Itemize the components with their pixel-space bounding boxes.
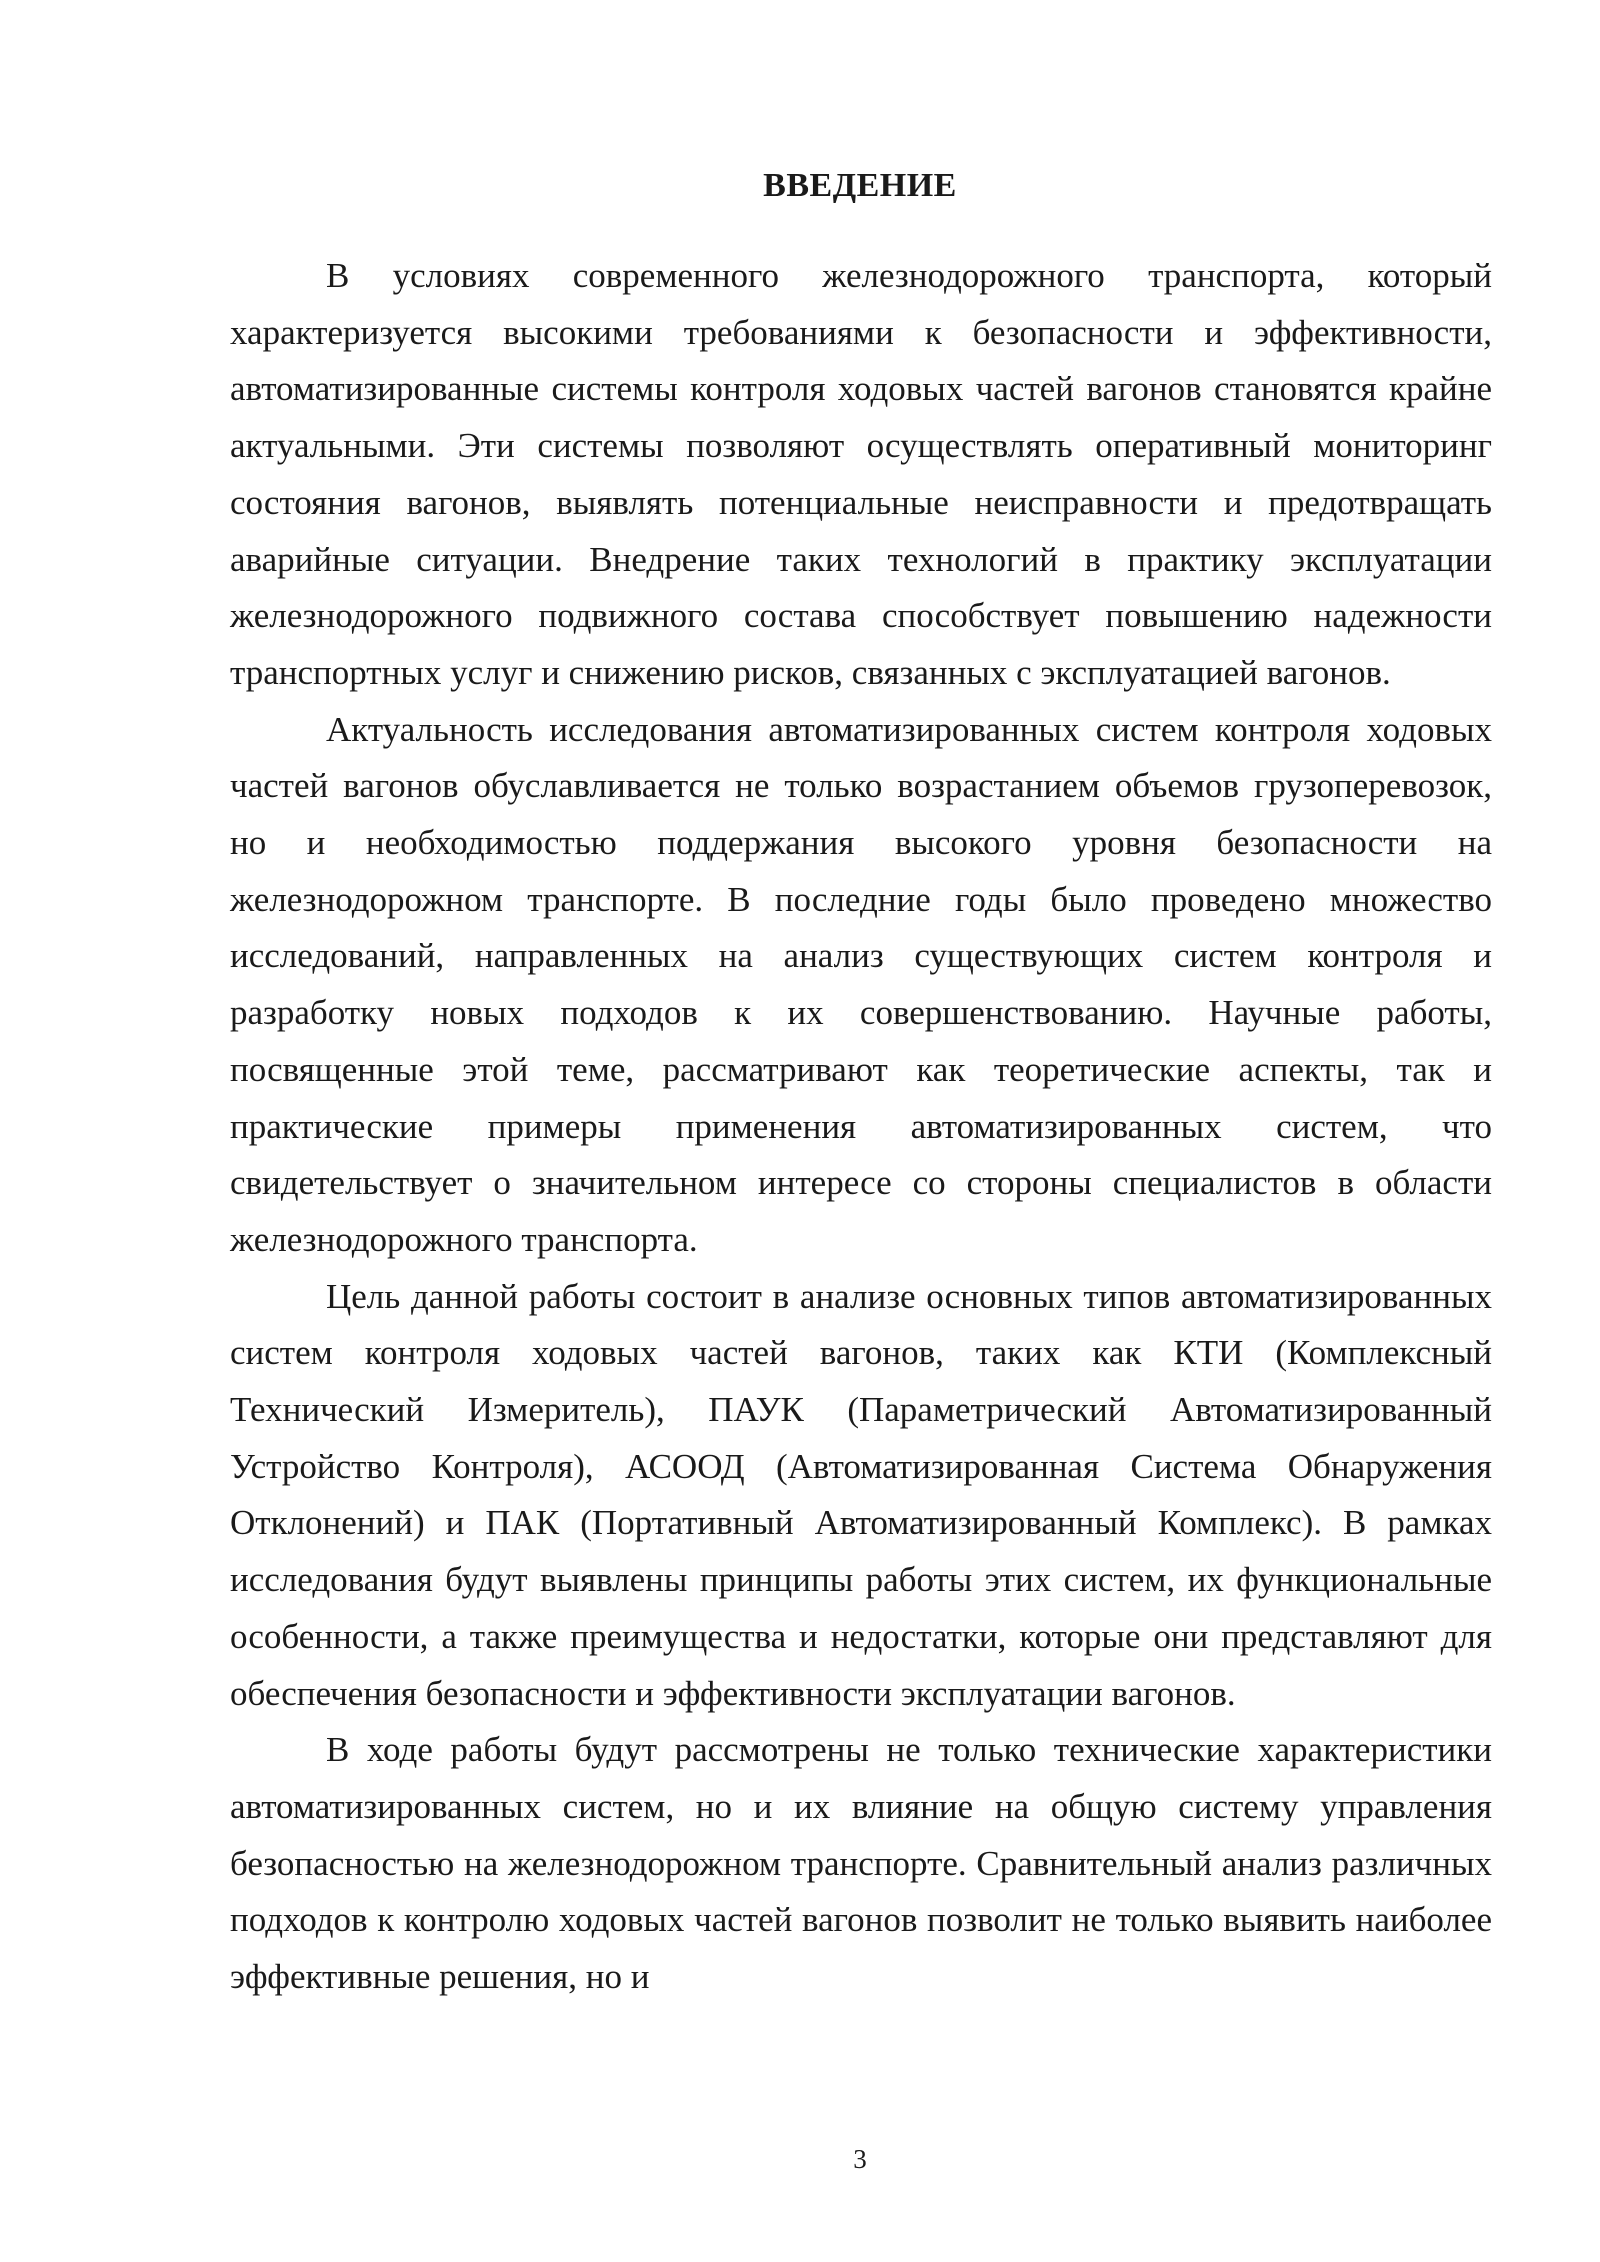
page-number: 3 (853, 2144, 867, 2174)
paragraph-2: Актуальность исследования автоматизированных систем контроля ходовых частей вагонов обуславливается не только возрастанием объемов грузоперевозок, но и необходимостью поддержания высокого уровня безопасности на железнодорожном транспорте. В последние годы было проведено множество исследований, направленных на анализ существующих систем контроля и разработку новых подходов к их совершенствованию. Научные работы, посвященные этой теме, рассматривают как теоретические аспекты, так и практические примеры применения автоматизированных систем, что свидетельствует о значительном интересе со стороны специалистов в области железнодорожного транспорта. (230, 709, 1492, 1259)
body-text (230, 248, 1492, 2006)
paragraph-3: Цель данной работы состоит в анализе основных типов автоматизированных систем контроля ходовых частей вагонов, таких как КТИ (Комплексный Технический Измеритель), ПАУК (Параметрический Автоматизированный Устройство Контроля), АСООД (Автоматизированная Система Обнаружения Отклонений) и ПАК (Портативный Автоматизированный Комплекс). В рамках исследования будут выявлены принципы работы этих систем, их функциональные особенности, а также преимущества и недостатки, которые они представляют для обеспечения безопасности и эффективности эксплуатации вагонов. (230, 1276, 1492, 1713)
section-heading: ВВЕДЕНИЕ (763, 167, 957, 204)
paragraph-4: В ходе работы будут рассмотрены не только технические характеристики автоматизированных систем, но и их влияние на общую систему управления безопасностью на железнодорожном транспорте. Сравнительный анализ различных подходов к контролю ходовых частей вагонов позволит не только выявить наиболее эффективные решения, но и (230, 1730, 1492, 1997)
paragraph-1: В условиях современного железнодорожного транспорта, который характеризуется высокими требованиями к безопасности и эффективности, автоматизированные системы контроля ходовых частей вагонов становятся крайне актуальными. Эти системы позволяют осуществлять оперативный мониторинг состояния вагонов, выявлять потенциальные неисправности и предотвращать аварийные ситуации. Внедрение таких технологий в практику эксплуатации железнодорожного подвижного состава способствует повышению надежности транспортных услуг и снижению рисков, связанных с эксплуатацией вагонов. (230, 256, 1492, 692)
